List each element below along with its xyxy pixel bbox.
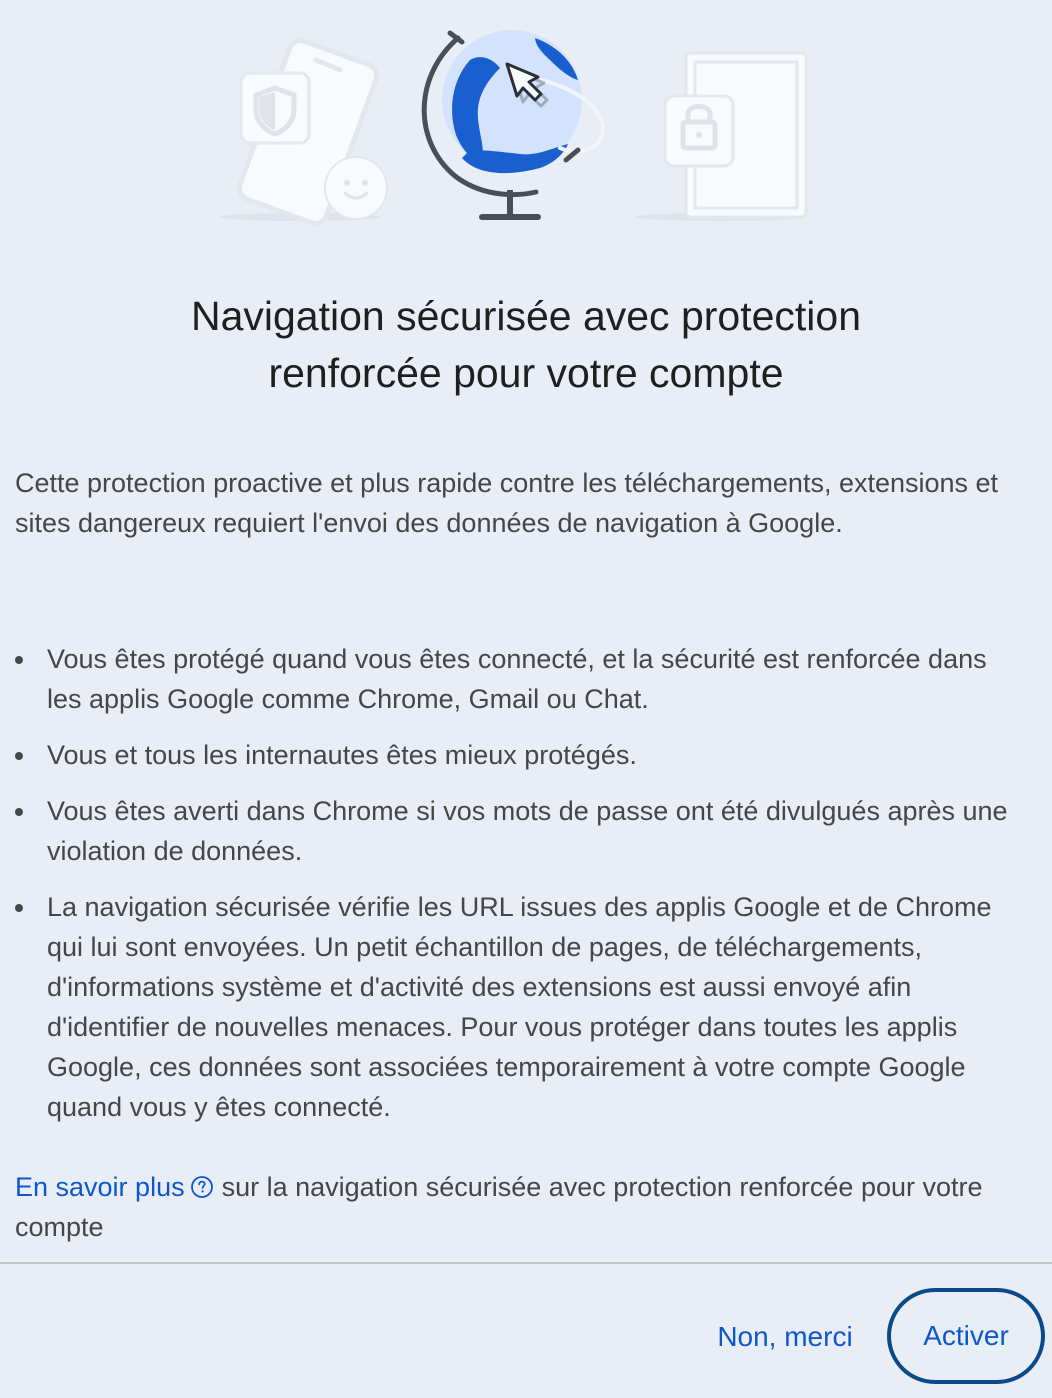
learn-more-link-text[interactable]: En savoir plus: [15, 1172, 185, 1202]
help-circle-icon[interactable]: [190, 1175, 214, 1199]
shield-icon: [241, 73, 309, 143]
footer-divider: [0, 1262, 1052, 1264]
list-item-text: Vous êtes protégé quand vous êtes connecté, et la sécurité est renforcée dans les applis Google comme Chrome, Gmail ou Chat.: [47, 644, 987, 714]
smiley-icon: [325, 157, 387, 219]
list-item-text: Vous et tous les internautes êtes mieux protégés.: [47, 740, 637, 770]
lock-icon: [665, 96, 733, 166]
bullet-dot: [15, 808, 23, 816]
list-item-text: La navigation sécurisée vérifie les URL issues des applis Google et de Chrome qui lui sont envoyées. Un petit échantillon de pages, de téléchargements, d'informations système et d'activité des extensions est aussi envoyé afin d'identifier de nouvelles menaces. Pour vous protéger dans toutes les applis Google, ces données sont associées temporairement à votre compte Google quand vous y êtes connecté.: [47, 892, 992, 1122]
bullet-dot: [15, 904, 23, 912]
bullet-dot: [15, 752, 23, 760]
intro-text: Cette protection proactive et plus rapide contre les téléchargements, extensions et sites dangereux requiert l'envoi des données de navigation à Google.: [15, 468, 999, 538]
list-item: [0, 735, 1052, 775]
learn-more-paragraph: [15, 1167, 1015, 1247]
list-item-text: Vous êtes averti dans Chrome si vos mots de passe ont été divulgués après une violation de données.: [47, 796, 1008, 866]
dialog-title: [0, 288, 1052, 402]
list-item: [0, 639, 1052, 719]
activate-button[interactable]: Activer: [887, 1288, 1045, 1384]
learn-more-link[interactable]: [15, 1172, 222, 1202]
benefits-list: [0, 639, 1052, 1143]
header-illustration: [0, 0, 1052, 240]
dialog-title-line-1: Navigation sécurisée avec protection: [190, 293, 862, 339]
globe-icon: [424, 30, 603, 217]
learn-more-rest: sur la navigation sécurisée avec protection renforcée pour votre compte: [15, 1172, 983, 1242]
bullet-dot: [15, 656, 23, 664]
dialog-title-line-2: renforcée pour votre compte: [268, 350, 784, 396]
list-item: [0, 887, 1052, 1127]
list-item: [0, 791, 1052, 871]
no-thanks-button[interactable]: Non, merci: [700, 1300, 870, 1374]
